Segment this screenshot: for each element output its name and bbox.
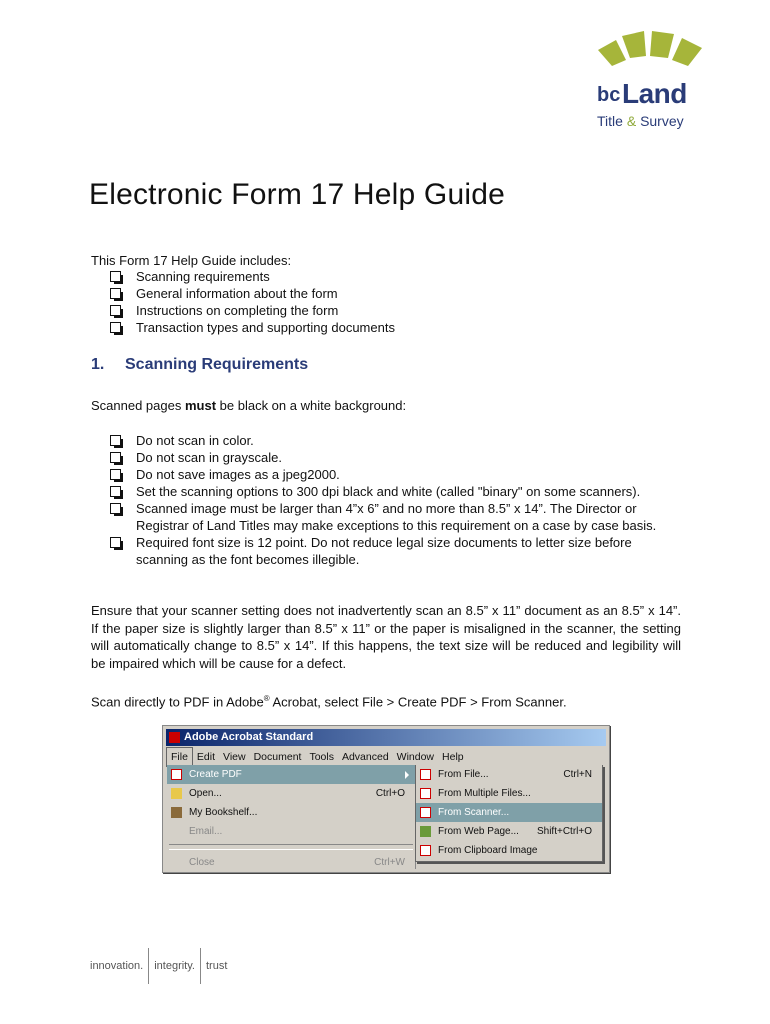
- section-heading: 1. Scanning Requirements: [91, 356, 309, 373]
- folder-icon: [171, 788, 182, 799]
- menu-advanced[interactable]: Advanced: [341, 751, 389, 763]
- rules-list: [110, 432, 680, 568]
- list-item: General information about the form: [110, 285, 395, 302]
- menu-item-from-multiple-files[interactable]: From Multiple Files...: [416, 784, 602, 803]
- pdf-icon: [420, 769, 431, 780]
- web-page-icon: [420, 826, 431, 837]
- checkbox-bullet-icon: [110, 503, 121, 514]
- menu-item-email: Email...: [189, 826, 223, 837]
- menu-help[interactable]: Help: [442, 751, 464, 763]
- menu-item-open[interactable]: Open... Ctrl+O: [167, 784, 415, 803]
- checkbox-bullet-icon: [110, 305, 121, 316]
- intro-text: This Form 17 Help Guide includes:: [91, 253, 292, 268]
- menu-item-from-scanner[interactable]: From Scanner...: [416, 803, 602, 822]
- menu-tools[interactable]: Tools: [309, 751, 334, 763]
- list-item: Transaction types and supporting documents: [110, 319, 395, 336]
- menu-window[interactable]: Window: [396, 751, 435, 763]
- list-item: Instructions on completing the form: [110, 302, 395, 319]
- list-item: Do not scan in color.: [110, 432, 680, 449]
- checkbox-bullet-icon: [110, 486, 121, 497]
- menu-separator: [169, 844, 413, 850]
- file-menu: [167, 765, 416, 869]
- create-pdf-submenu: [415, 765, 603, 862]
- acrobat-menu-screenshot: [162, 725, 610, 873]
- menu-item-from-file[interactable]: From File... Ctrl+N: [416, 765, 602, 784]
- scan-intro: Scanned pages must be black on a white background:: [91, 398, 407, 413]
- window-titlebar: Adobe Acrobat Standard: [166, 729, 606, 746]
- list-item: Set the scanning options to 300 dpi black and white (called "binary" on some scanners).: [110, 483, 680, 500]
- checkbox-bullet-icon: [110, 322, 121, 333]
- menu-document[interactable]: Document: [253, 751, 302, 763]
- scanner-icon: [420, 807, 431, 818]
- menu-item-from-web-page[interactable]: From Web Page... Shift+Ctrl+O: [416, 822, 602, 841]
- checkbox-bullet-icon: [110, 537, 121, 548]
- checkbox-bullet-icon: [110, 469, 121, 480]
- logo-subtitle: Title & Survey: [597, 113, 684, 129]
- checkbox-bullet-icon: [110, 271, 121, 282]
- acrobat-icon: [169, 732, 180, 743]
- bookshelf-icon: [171, 807, 182, 818]
- pdf-icon: [420, 788, 431, 799]
- list-item: Do not save images as a jpeg2000.: [110, 466, 680, 483]
- list-item: Required font size is 12 point. Do not reduce legal size documents to letter size before scanning as the font becomes illegible.: [110, 534, 680, 568]
- menu-item-close: Close Ctrl+W: [189, 857, 405, 868]
- clipboard-icon: [420, 845, 431, 856]
- menu-item-bookshelf[interactable]: My Bookshelf...: [167, 803, 415, 822]
- list-item: Scanned image must be larger than 4”x 6” and no more than 8.5” x 14”. The Director or Registrar of Land Titles may make exceptions to this requirement on a case by case basis.: [110, 500, 680, 534]
- footer-word: integrity.: [148, 948, 200, 984]
- logo-land-text: Land: [622, 78, 687, 109]
- page-title: Electronic Form 17 Help Guide: [89, 178, 505, 211]
- checkbox-bullet-icon: [110, 288, 121, 299]
- pdf-icon: [171, 769, 182, 780]
- footer-tagline: [90, 948, 232, 984]
- submenu-arrow-icon: [405, 771, 409, 779]
- list-item: Scanning requirements: [110, 268, 395, 285]
- menu-edit[interactable]: Edit: [196, 751, 216, 763]
- checkbox-bullet-icon: [110, 452, 121, 463]
- menu-item-from-clipboard[interactable]: From Clipboard Image: [416, 841, 602, 860]
- checkbox-bullet-icon: [110, 435, 121, 446]
- footer-word: trust: [200, 948, 232, 984]
- includes-list: [110, 268, 395, 336]
- footer-word: innovation.: [90, 960, 144, 972]
- list-item: Do not scan in grayscale.: [110, 449, 680, 466]
- scan-direct-text: Scan directly to PDF in Adobe® Acrobat, select File > Create PDF > From Scanner.: [91, 694, 567, 710]
- menu-view[interactable]: View: [223, 751, 246, 763]
- menu-item-create-pdf[interactable]: Create PDF: [167, 765, 415, 784]
- menu-file[interactable]: File: [166, 747, 193, 767]
- menu-bar: [166, 747, 606, 765]
- logo-bc-text: bc: [597, 84, 621, 106]
- ensure-paragraph: Ensure that your scanner setting does not inadvertently scan an 8.5” x 11” document as an 8.5” x 14”. If the paper size is slightly larger than 8.5” x 11” or the paper is misaligned in the scanner, the setting will automatically change to 8.5” x 14”. If this happens, the text size will be reduced and legibility will be impaired which will be cause for a defect.: [91, 603, 681, 671]
